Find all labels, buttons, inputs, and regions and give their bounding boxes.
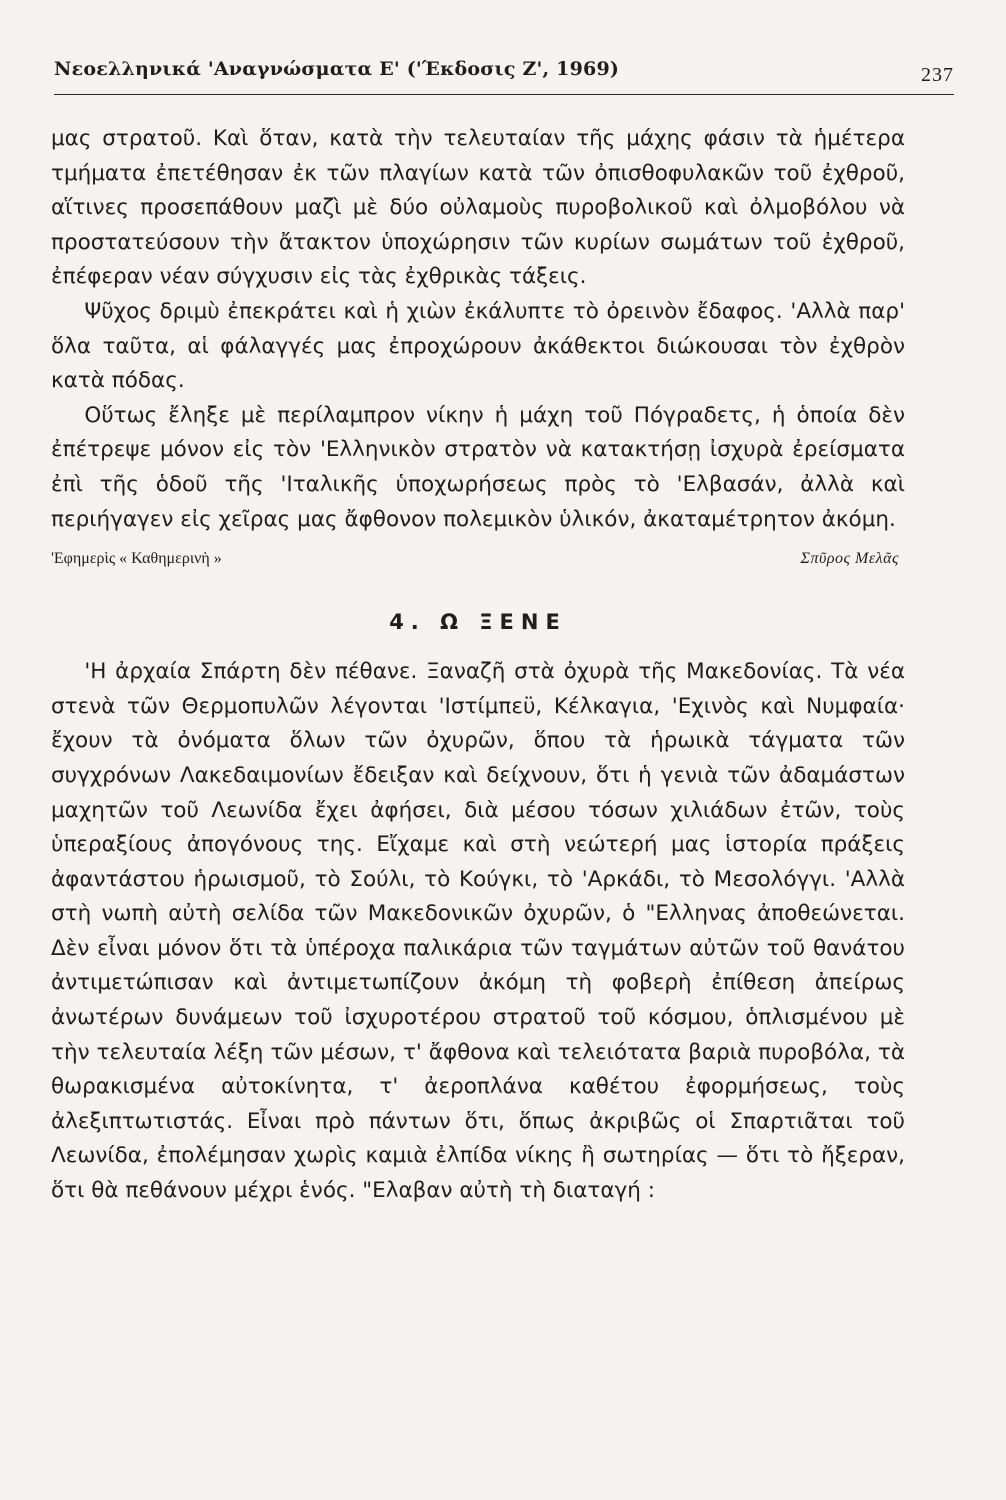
page-number: 237 — [921, 64, 954, 86]
book-title: Νεοελληνικά 'Αναγνώσματα Ε' ('Έκδοσις Ζ', 1969) — [54, 58, 620, 80]
section-heading: 4. Ω ΞΕΝΕ — [389, 610, 567, 635]
running-header — [54, 58, 954, 98]
header-rule — [54, 94, 954, 95]
author-name: Σπῦρος Μελᾶς — [800, 550, 899, 568]
newspaper-source: 'Εφημερὶς « Καθημερινὴ » — [51, 550, 222, 568]
source-attribution — [51, 547, 905, 571]
page-body — [51, 122, 905, 1209]
paragraph-cold: Ψῦχος δριμὺ ἐπεκράτει καὶ ἡ χιὼν ἐκάλυπτε τὸ ὀρεινὸν ἔδαφος. 'Αλλὰ παρ' ὅλα ταῦτα, αἱ φάλαγγές μας ἐπροχώρουν ἀκάθεκτοι διώκουσαι τὸν ἐχθρὸν κατὰ πόδας. — [51, 298, 905, 394]
paragraph-victory: Οὕτως ἔληξε μὲ περίλαμπρον νίκην ἡ μάχη τοῦ Πόγραδετς, ἡ ὁποία δὲν ἐπέτρεψε μόνον εἰς τὸν 'Ελληνικὸν στρατὸν νὰ κατακτήσῃ ἰσχυρὰ ἐρείσματα ἐπὶ τῆς ὁδοῦ τῆς 'Ιταλικῆς ὑποχωρήσεως πρὸς τὸ 'Ελβασάν, ἀλλὰ καὶ περιήγαγεν εἰς χεῖρας μας ἄφθονον πολεμικὸν ὑλικόν, ἀκαταμέτρητον ἀκόμη. — [51, 402, 905, 532]
paragraph-continuation: μας στρατοῦ. Καὶ ὅταν, κατὰ τὴν τελευταίαν τῆς μάχης φάσιν τὰ ἡμέτερα τμήματα ἐπετέθησαν ἐκ τῶν πλαγίων κατὰ τῶν ὀπισθοφυλακῶν τοῦ ἐχθροῦ, αἵτινες προσεπάθουν μαζὶ μὲ δύο οὐλαμοὺς πυροβολικοῦ καὶ ὀλμοβόλου νὰ προστατεύσουν τὴν ἄτακτον ὑποχώρησιν τῶν κυρίων σωμάτων τοῦ ἐχθροῦ, ἐπέφεραν νέαν σύγχυσιν εἰς τὰς ἐχθρικὰς τάξεις. — [51, 126, 905, 290]
paragraph-sparta: 'Η ἀρχαία Σπάρτη δὲν πέθανε. Ξαναζῆ στὰ ὀχυρὰ τῆς Μακεδονίας. Τὰ νέα στενὰ τῶν Θερμοπυλῶν λέγονται 'Ιστίμπεϋ, Κέλκαγια, 'Εχινὸς καὶ Νυμφαία· ἔχουν τὰ ὀνόματα ὅλων τῶν ὀχυρῶν, ὅπου τὰ ἡρωικὰ τάγματα τῶν συγχρόνων Λακεδαιμονίων ἔδειξαν καὶ δείχνουν, ὅτι ἡ γενιὰ τῶν ἀδαμάστων μαχητῶν τοῦ Λεωνίδα ἔχει ἀφήσει, διὰ μέσου τόσων χιλιάδων ἐτῶν, τοὺς ὑπεραξίους ἀπογόνους της. Εἴχαμε καὶ στὴ νεώτερή μας ἱστορία πράξεις ἀφαντάστου ἡρωισμοῦ, τὸ Σούλι, τὸ Κούγκι, τὸ 'Αρκάδι, τὸ Μεσολόγγι. 'Αλλὰ στὴ νωπὴ αὐτὴ σελίδα τῶν Μακεδονικῶν ὀχυρῶν, ὁ "Ελληνας ἀποθεώνεται. Δὲν εἶναι μόνον ὅτι τὰ ὑπέροχα παλικάρια τῶν ταγμάτων αὐτῶν τοῦ θανάτου ἀντιμετώπισαν καὶ ἀντιμετωπίζουν ἀκόμη τὴ φοβερὴ ἐπίθεση ἀπείρως ἀνωτέρων δυνάμεων τοῦ ἰσχυροτέρου στρατοῦ τοῦ κόσμου, ὁπλισμένου μὲ τὴν τελευταία λέξη τῶν μέσων, τ' ἄφθονα καὶ τελειότατα βαριὰ πυροβόλα, τὰ θωρακισμένα αὐτοκίνητα, τ' ἀεροπλάνα καθέτου ἐφορμήσεως, τοὺς ἀλεξιπτωτιστάς. Εἶναι πρὸ πάντων ὅτι, ὅπως ἀκριβῶς οἱ Σπαρτιᾶται τοῦ Λεωνίδα, ἐπολέμησαν χωρὶς καμιὰ ἐλπίδα νίκης ἢ σωτηρίας — ὅτι τὸ ἤξεραν, ὅτι θὰ πεθάνουν μέχρι ἑνός. "Ελαβαν αὐτὴ τὴ διαταγή : — [51, 659, 905, 1204]
